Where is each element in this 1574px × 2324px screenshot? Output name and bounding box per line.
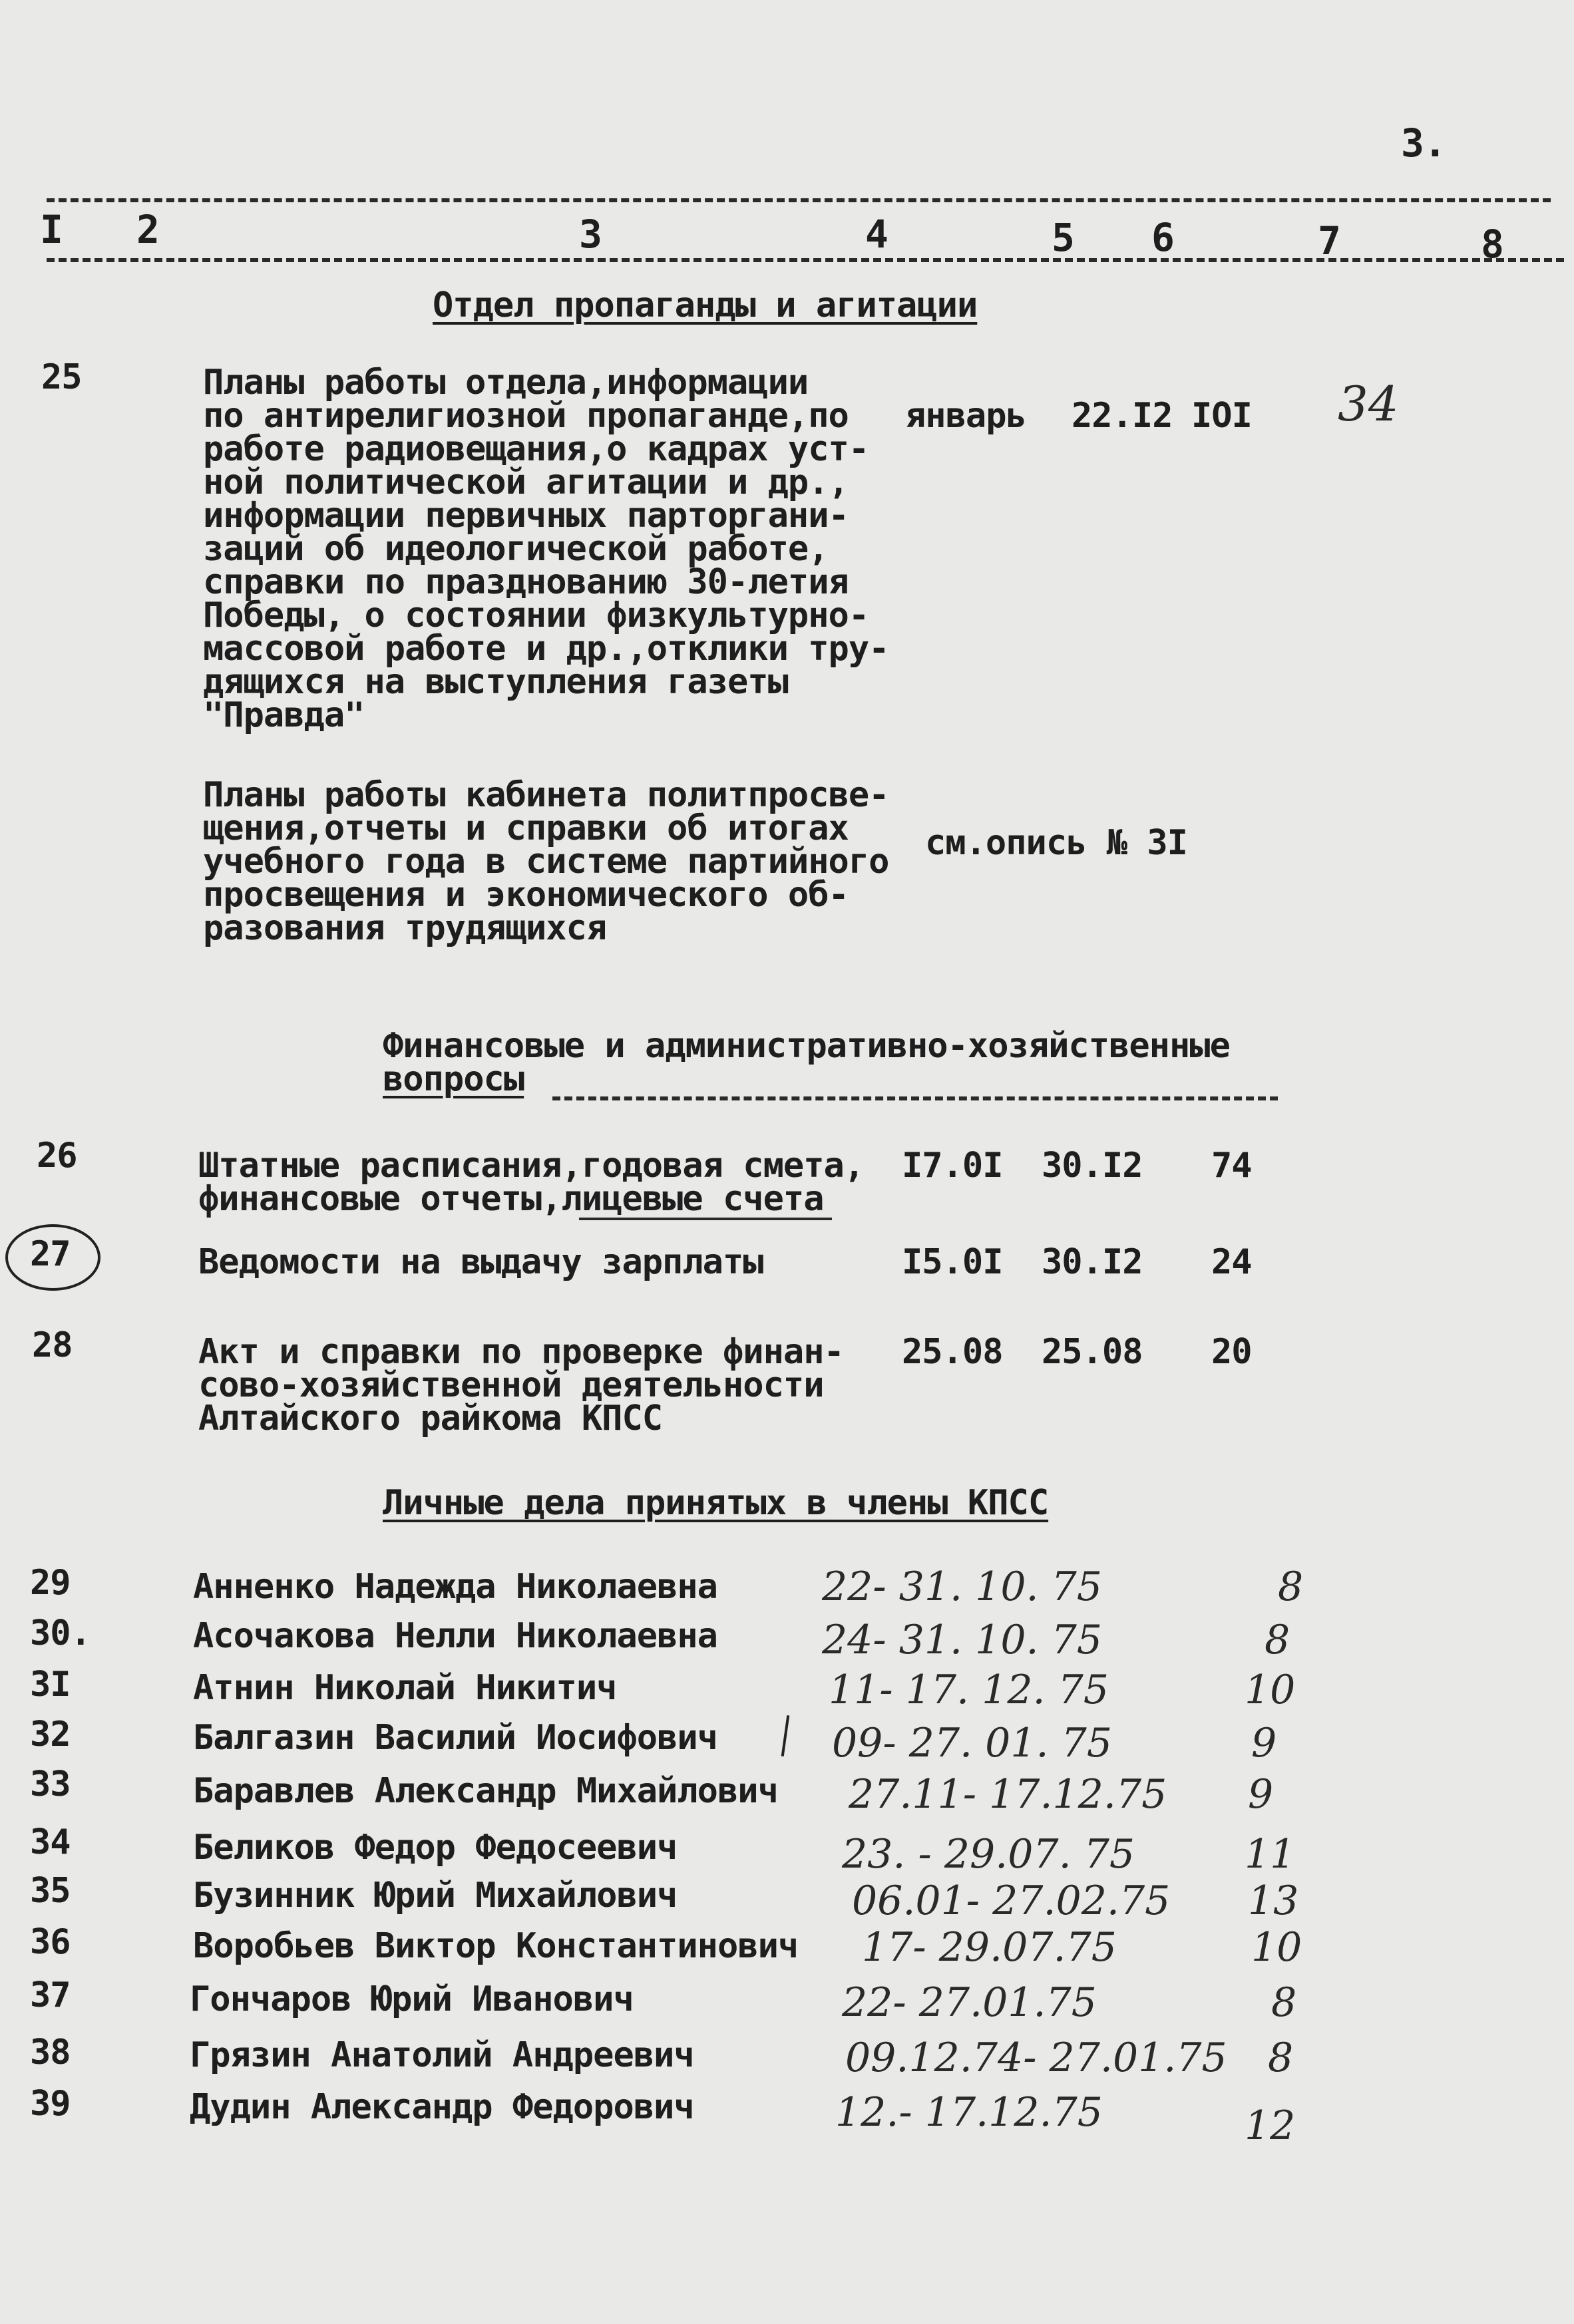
row-27-sheets: 24 bbox=[1211, 1242, 1252, 1282]
row-25-end: 22.I2 bbox=[1072, 396, 1173, 436]
column-header-2: 2 bbox=[136, 207, 159, 252]
page-number: 3. bbox=[1401, 120, 1446, 166]
section-title-personal-files: Личные дела принятых в члены КПСС bbox=[383, 1483, 1049, 1523]
finance-title-rule bbox=[552, 1096, 1278, 1100]
row-26-number: 26 bbox=[37, 1136, 77, 1176]
row-26-description-line2: финансовые отчеты,лицевые счета bbox=[198, 1179, 824, 1219]
header-rule-bottom bbox=[47, 258, 1564, 262]
row-28-description-line1: Акт и справки по проверке финан- bbox=[198, 1332, 844, 1372]
row-28-sheets: 20 bbox=[1211, 1332, 1252, 1372]
column-header-4: 4 bbox=[865, 212, 888, 257]
row-26-start: I7.0I bbox=[902, 1146, 1003, 1186]
row-26-underline bbox=[579, 1218, 832, 1220]
section-title-finance-line1: Финансовые и административно-хозяйственные bbox=[383, 1026, 1230, 1066]
row-27-number: 27 bbox=[30, 1234, 71, 1274]
row-25-number: 25 bbox=[41, 357, 82, 397]
row-27-start: I5.0I bbox=[902, 1242, 1003, 1282]
inventory-reference: см.опись № 3I bbox=[925, 823, 1187, 863]
section-title-propaganda: Отдел пропаганды и агитации bbox=[433, 285, 978, 325]
column-header-5: 5 bbox=[1052, 215, 1074, 260]
row-27-end: 30.I2 bbox=[1042, 1242, 1143, 1282]
header-rule-top bbox=[47, 198, 1551, 202]
row-28-start: 25.08 bbox=[902, 1332, 1003, 1372]
column-header-6: 6 bbox=[1151, 215, 1174, 260]
archive-inventory-page: 3. I 2 3 4 5 6 7 8 Отдел пропаганды и агитации 25 Планы работы отдела,информации по антирелигиозной пропаганде,по работе радиовещания,о кадрах уст- ной политической агитации и др., информации первичных парторгани- заций об идеологической работе, справки по празднованию 30-летия Победы, о состоянии физкультурно- массовой работе и др.,отклики тру- дящихся на выступления газеты "Правда" январь 22.I2 IOI 34 Планы работы кабинета политпросве- щения,отчеты и справки об итогах учебного года в системе партийного просвещения и экономического об- разования трудящихся см.опись № 3I Финансовые и административно-хозяйственные вопросы 26 Штатные расписания,годовая смета, финансовые отчеты,лицевые счета I7.0I 30.I2 74 27 Ведомости на выдачу зарплаты I5.0I 30.I2 24 28 Акт и справки по проверке финан- сово-хозяйственной деятельности Алтайского райкома КПСС 25.08 25.08 20 Личные дела принятых в члены КПСС 29 Анненко Надежда Николаевна 22- 31. 10. 75 8 30. Асочакова Нелли Николаевна 24- 31. 10. 75 8 3I Атнин Николай Никитич 11- 17. 12. 75 10 32 Балгазин Василий Иосифович 09- 27. 01. 75 9 33 Баравлев Александр Михайлович 27.11- 17.12.75 9 34 Беликов Федор Федосеевич 23. - 29.07. 75 11 35 Бузинник Юрий Михайлович 06.01- 27.02.75 13 36 Воробьев Виктор Константинович 17- 29.07.75 10 37 Гончаров Юрий Иванович 22- 27.01.75 8 38 Грязин Анатолий Андреевич 09.12.74- 27.01.75 8 39 Дудин Александр Федорович 12.- 17.12.75 12 bbox=[0, 0, 1574, 2324]
row-25-sheets: IOI bbox=[1191, 396, 1252, 436]
row-26-end: 30.I2 bbox=[1042, 1146, 1143, 1186]
row-28-end: 25.08 bbox=[1042, 1332, 1143, 1372]
pen-tick-mark bbox=[781, 1715, 790, 1756]
row-26-sheets: 74 bbox=[1211, 1146, 1252, 1186]
column-header-3: 3 bbox=[579, 212, 602, 257]
row-28-number: 28 bbox=[32, 1325, 73, 1365]
row-28-description-line2: сово-хозяйственной деятельности bbox=[198, 1365, 824, 1405]
column-header-7: 7 bbox=[1318, 218, 1340, 263]
row-25-handwritten-count: 34 bbox=[1338, 376, 1399, 432]
row-26-description-line1: Штатные расписания,годовая смета, bbox=[198, 1146, 865, 1186]
row-27-description: Ведомости на выдачу зарплаты bbox=[198, 1242, 763, 1282]
column-header-8: 8 bbox=[1481, 222, 1503, 267]
row-25-start: январь bbox=[905, 396, 1026, 436]
section-title-finance-line2: вопросы bbox=[383, 1059, 524, 1099]
column-header-1: I bbox=[40, 207, 63, 252]
row-28-description-line3: Алтайского райкома КПСС bbox=[198, 1399, 663, 1438]
